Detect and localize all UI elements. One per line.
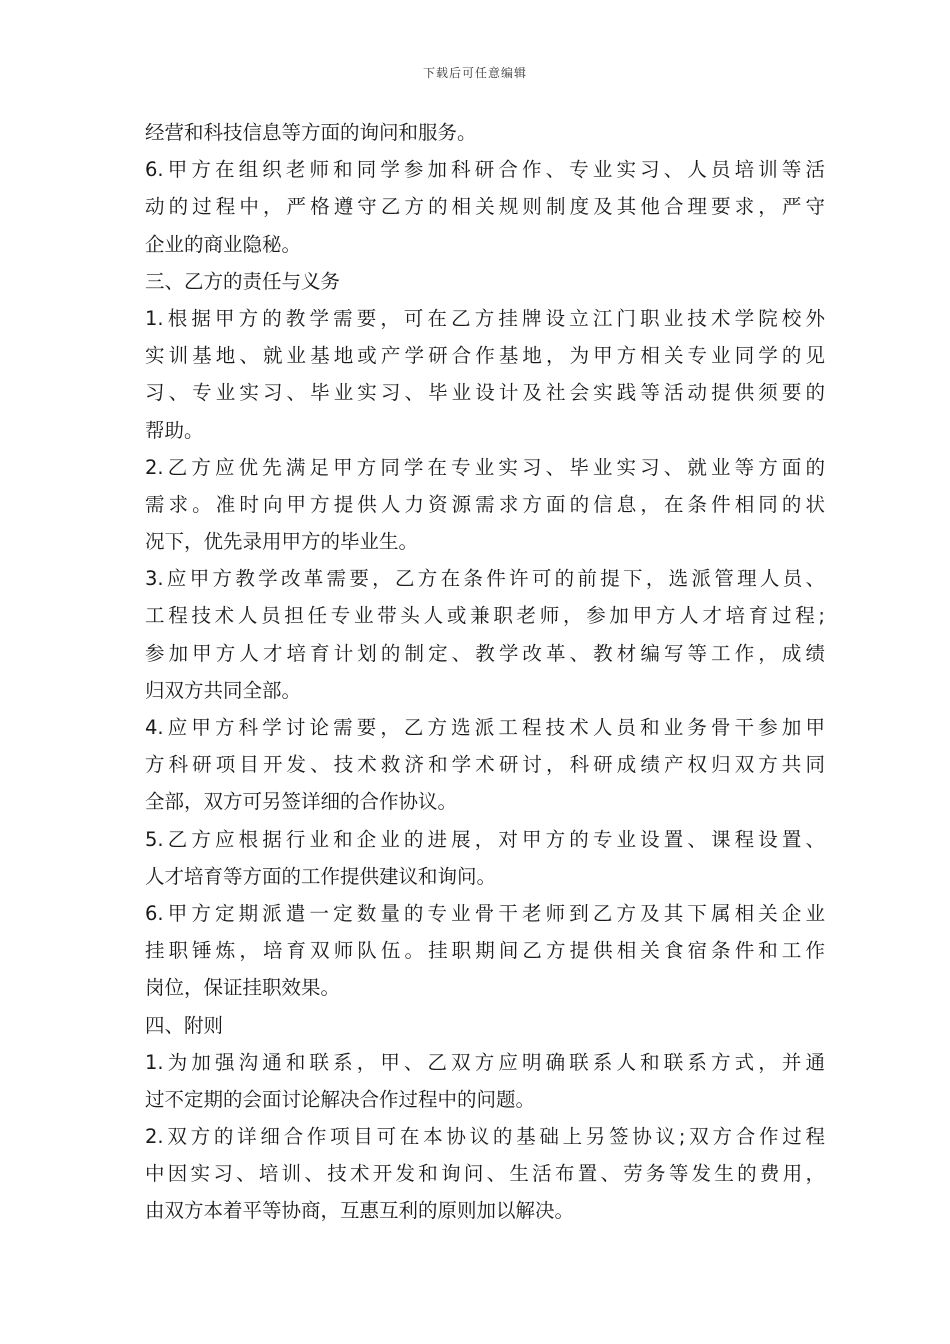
text-line: 4.应甲方科学讨论需要，乙方选派工程技术人员和业务骨干参加甲 bbox=[145, 716, 825, 739]
section-heading: 四、附则 bbox=[145, 1013, 224, 1037]
text-line: 况下，优先录用甲方的毕业生。 bbox=[145, 530, 419, 554]
text-line: 由双方本着平等协商，互惠互利的原则加以解决。 bbox=[145, 1199, 575, 1223]
page-header: 下载后可任意编辑 bbox=[422, 66, 527, 80]
text-line: 经营和科技信息等方面的询问和服务。 bbox=[145, 121, 477, 144]
text-line: 需求。准时向甲方提供人力资源需求方面的信息，在条件相同的状 bbox=[145, 492, 825, 516]
text-line: 岗位，保证挂职效果。 bbox=[145, 976, 341, 1000]
section-heading: 三、乙方的责任与义务 bbox=[145, 269, 341, 293]
text-line: 人才培育等方面的工作提供建议和询问。 bbox=[145, 864, 497, 888]
text-line: 归双方共同全部。 bbox=[145, 678, 302, 702]
text-line: 6.甲方定期派遣一定数量的专业骨干老师到乙方及其下属相关企业 bbox=[145, 901, 825, 925]
text-line: 企业的商业隐秘。 bbox=[145, 232, 302, 256]
text-line: 过不定期的会面讨论解决合作过程中的问题。 bbox=[145, 1087, 536, 1111]
text-line: 6.甲方在组织老师和同学参加科研合作、专业实习、人员培训等活 bbox=[145, 158, 825, 182]
text-line: 工程技术人员担任专业带头人或兼职老师，参加甲方人才培育过程; bbox=[145, 604, 825, 628]
text-line: 动的过程中，严格遵守乙方的相关规则制度及其他合理要求，严守 bbox=[145, 195, 825, 219]
text-line: 2.双方的详细合作项目可在本协议的基础上另签协议;双方合作过程 bbox=[145, 1125, 825, 1149]
text-line: 2.乙方应优先满足甲方同学在专业实习、毕业实习、就业等方面的 bbox=[145, 455, 825, 479]
text-line: 3.应甲方教学改革需要，乙方在条件许可的前提下，选派管理人员、 bbox=[145, 567, 825, 591]
text-line: 参加甲方人才培育计划的制定、教学改革、教材编写等工作，成绩 bbox=[145, 641, 825, 665]
text-line: 全部，双方可另签详细的合作协议。 bbox=[145, 790, 458, 814]
text-line: 1.为加强沟通和联系，甲、乙双方应明确联系人和联系方式，并通 bbox=[145, 1050, 825, 1074]
document-body bbox=[145, 114, 825, 1230]
text-line: 习、专业实习、毕业实习、毕业设计及社会实践等活动提供须要的 bbox=[145, 381, 825, 405]
text-line: 实训基地、就业基地或产学研合作基地，为甲方相关专业同学的见 bbox=[145, 344, 825, 368]
text-line: 5.乙方应根据行业和企业的进展，对甲方的专业设置、课程设置、 bbox=[145, 827, 825, 851]
text-line: 帮助。 bbox=[145, 418, 204, 442]
text-line: 中因实习、培训、技术开发和询问、生活布置、劳务等发生的费用， bbox=[145, 1162, 825, 1186]
text-line: 挂职锤炼，培育双师队伍。挂职期间乙方提供相关食宿条件和工作 bbox=[145, 939, 825, 963]
text-line: 1.根据甲方的教学需要，可在乙方挂牌设立江门职业技术学院校外 bbox=[145, 306, 825, 330]
text-line: 方科研项目开发、技术救济和学术研讨，科研成绩产权归双方共同 bbox=[145, 753, 825, 777]
